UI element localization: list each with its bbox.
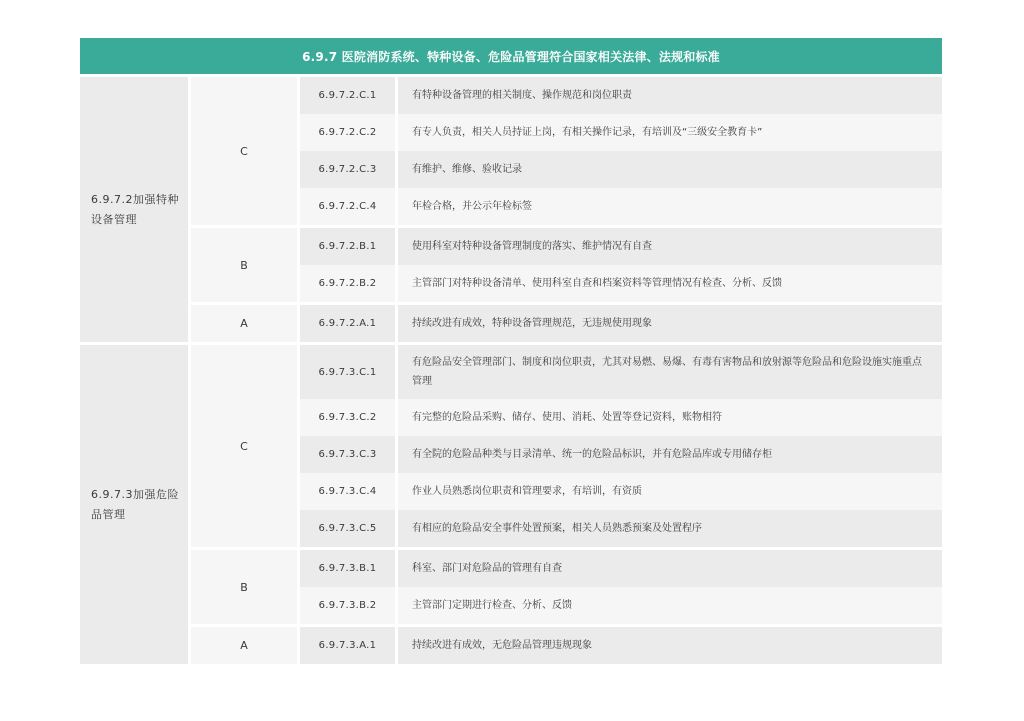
item-description: 有维护、维修、验收记录 <box>395 151 942 188</box>
table-row <box>297 114 942 151</box>
item-description: 有特种设备管理的相关制度、操作规范和岗位职责 <box>395 77 942 114</box>
item-code: 6.9.7.2.B.2 <box>300 265 395 302</box>
level-group <box>188 345 942 547</box>
topic-cell <box>80 77 188 342</box>
table-row <box>297 436 942 473</box>
item-description: 年检合格，并公示年检标签 <box>395 188 942 225</box>
level-group <box>188 225 942 302</box>
item-code: 6.9.7.3.C.4 <box>300 473 395 510</box>
level-label: C <box>188 77 297 225</box>
item-code: 6.9.7.2.C.3 <box>300 151 395 188</box>
table-row <box>297 305 942 342</box>
item-code: 6.9.7.2.B.1 <box>300 228 395 265</box>
level-label: A <box>188 627 297 664</box>
item-description: 科室、部门对危险品的管理有自查 <box>395 550 942 587</box>
item-description: 有相应的危险品安全事件处置预案，相关人员熟悉预案及处置程序 <box>395 510 942 547</box>
item-description: 主管部门定期进行检查、分析、反馈 <box>395 587 942 624</box>
item-description: 作业人员熟悉岗位职责和管理要求，有培训，有资质 <box>395 473 942 510</box>
level-group <box>188 547 942 624</box>
topic-cell <box>80 345 188 664</box>
item-code: 6.9.7.2.A.1 <box>300 305 395 342</box>
item-code: 6.9.7.2.C.2 <box>300 114 395 151</box>
item-code: 6.9.7.3.C.1 <box>300 345 395 399</box>
item-description: 持续改进有成效，特种设备管理规范，无违规使用现象 <box>395 305 942 342</box>
item-description: 持续改进有成效，无危险品管理违规现象 <box>395 627 942 664</box>
table-row <box>297 627 942 664</box>
section <box>80 74 942 342</box>
section <box>80 342 942 664</box>
level-group <box>188 624 942 664</box>
level-label: B <box>188 550 297 624</box>
item-code: 6.9.7.2.C.4 <box>300 188 395 225</box>
table-title: 6.9.7 医院消防系统、特种设备、危险品管理符合国家相关法律、法规和标准 <box>80 38 942 74</box>
item-description: 使用科室对特种设备管理制度的落实、维护情况有自查 <box>395 228 942 265</box>
item-code: 6.9.7.3.A.1 <box>300 627 395 664</box>
table-row <box>297 345 942 399</box>
item-code: 6.9.7.3.B.1 <box>300 550 395 587</box>
table-row <box>297 399 942 436</box>
item-code: 6.9.7.3.C.3 <box>300 436 395 473</box>
table-row <box>297 77 942 114</box>
table-row <box>297 550 942 587</box>
standards-table <box>80 38 942 664</box>
table-row <box>297 510 942 547</box>
item-code: 6.9.7.3.B.2 <box>300 587 395 624</box>
level-label: C <box>188 345 297 547</box>
topic-label: 6.9.7.3加强危险品管理 <box>91 487 179 521</box>
table-row <box>297 265 942 302</box>
item-description: 主管部门对特种设备清单、使用科室自查和档案资料等管理情况有检查、分析、反馈 <box>395 265 942 302</box>
level-group <box>188 302 942 342</box>
item-description: 有专人负责，相关人员持证上岗，有相关操作记录，有培训及“三级安全教育卡” <box>395 114 942 151</box>
table-row <box>297 228 942 265</box>
level-label: B <box>188 228 297 302</box>
topic-label: 6.9.7.2加强特种设备管理 <box>91 192 179 226</box>
level-label: A <box>188 305 297 342</box>
table-row <box>297 587 942 624</box>
table-row <box>297 188 942 225</box>
table-row <box>297 151 942 188</box>
table-body <box>80 74 942 664</box>
item-description: 有危险品安全管理部门、制度和岗位职责，尤其对易燃、易爆、有毒有害物品和放射源等危险品和危险设施实施重点管理 <box>395 345 942 399</box>
item-description: 有完整的危险品采购、储存、使用、消耗、处置等登记资料，账物相符 <box>395 399 942 436</box>
item-code: 6.9.7.3.C.5 <box>300 510 395 547</box>
item-code: 6.9.7.2.C.1 <box>300 77 395 114</box>
level-group <box>188 77 942 225</box>
table-row <box>297 473 942 510</box>
item-description: 有全院的危险品种类与目录清单、统一的危险品标识，并有危险品库或专用储存柜 <box>395 436 942 473</box>
item-code: 6.9.7.3.C.2 <box>300 399 395 436</box>
